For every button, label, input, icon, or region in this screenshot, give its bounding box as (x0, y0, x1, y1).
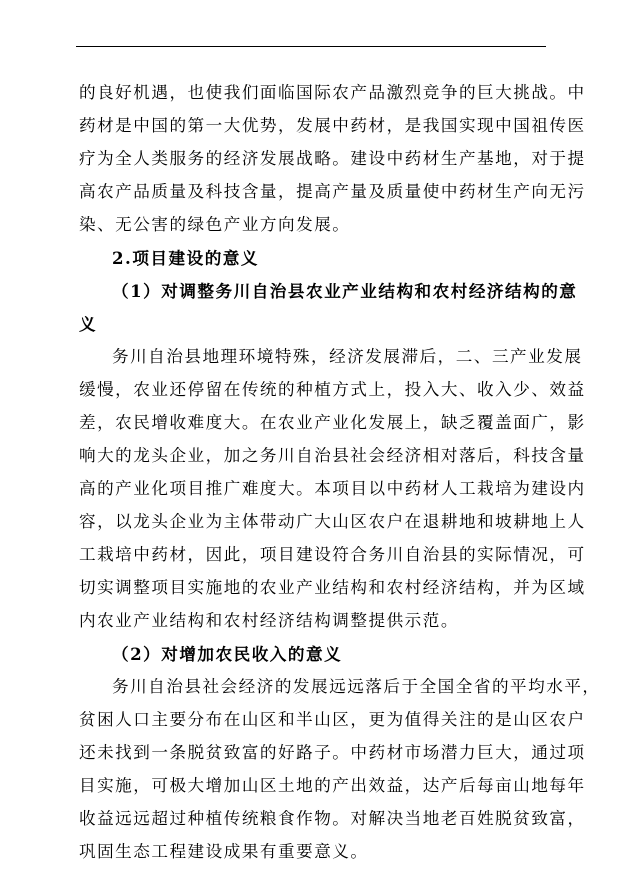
body-line: 务川自治县社会经济的发展远远落后于全国全省的平均水平， (112, 677, 601, 696)
body-line: 目实施，可极大增加山区土地的产出效益，达产后每亩山地每年 (79, 776, 586, 795)
body-line: 贫困人口主要分布在山区和半山区，更为值得关注的是山区农户 (79, 710, 586, 729)
subsection-heading: （1）对调整务川自治县农业产业结构和农村经济结构的意 (112, 281, 578, 301)
body-line: 切实调整项目实施地的农业产业结构和农村经济结构，并为区域 (79, 578, 586, 597)
body-line: 内农业产业结构和农村经济结构调整提供示范。 (79, 611, 459, 630)
body-line: 高农产品质量及科技含量，提高产量及质量使中药材生产向无污 (79, 182, 586, 201)
body-line: 染、无公害的绿色产业方向发展。 (79, 215, 351, 234)
section-heading: 2.项目建设的意义 (112, 248, 259, 268)
header-rule (76, 46, 546, 47)
body-line: 的良好机遇，也使我们面临国际农产品激烈竞争的巨大挑战。中 (79, 83, 586, 102)
body-line: 收益远远超过种植传统粮食作物。对解决当地老百姓脱贫致富， (79, 809, 586, 828)
body-line: 缓慢，农业还停留在传统的种植方式上，投入大、收入少、效益 (79, 380, 586, 399)
subsection-heading-continued: 义 (79, 314, 98, 334)
body-line: 疗为全人类服务的经济发展战略。建设中药材生产基地，对于提 (79, 149, 586, 168)
body-line: 响大的龙头企业，加之务川自治县社会经济相对落后，科技含量 (79, 446, 586, 465)
subsection-heading: （2）对增加农民收入的意义 (112, 644, 343, 664)
body-line: 巩固生态工程建设成果有重要意义。 (79, 842, 369, 861)
body-line: 药材是中国的第一大优势，发展中药材，是我国实现中国祖传医 (79, 116, 586, 135)
body-line: 容，以龙头企业为主体带动广大山区农户在退耕地和坡耕地上人 (79, 512, 586, 531)
body-line: 务川自治县地理环境特殊，经济发展滞后，二、三产业发展 (112, 347, 583, 366)
body-line: 高的产业化项目推广难度大。本项目以中药材人工栽培为建设内 (79, 479, 586, 498)
body-line: 还未找到一条脱贫致富的好路子。中药材市场潜力巨大，通过项 (79, 743, 586, 762)
body-line: 差，农民增收难度大。在农业产业化发展上，缺乏覆盖面广，影 (79, 413, 586, 432)
body-line: 工栽培中药材，因此，项目建设符合务川自治县的实际情况，可 (79, 545, 586, 564)
